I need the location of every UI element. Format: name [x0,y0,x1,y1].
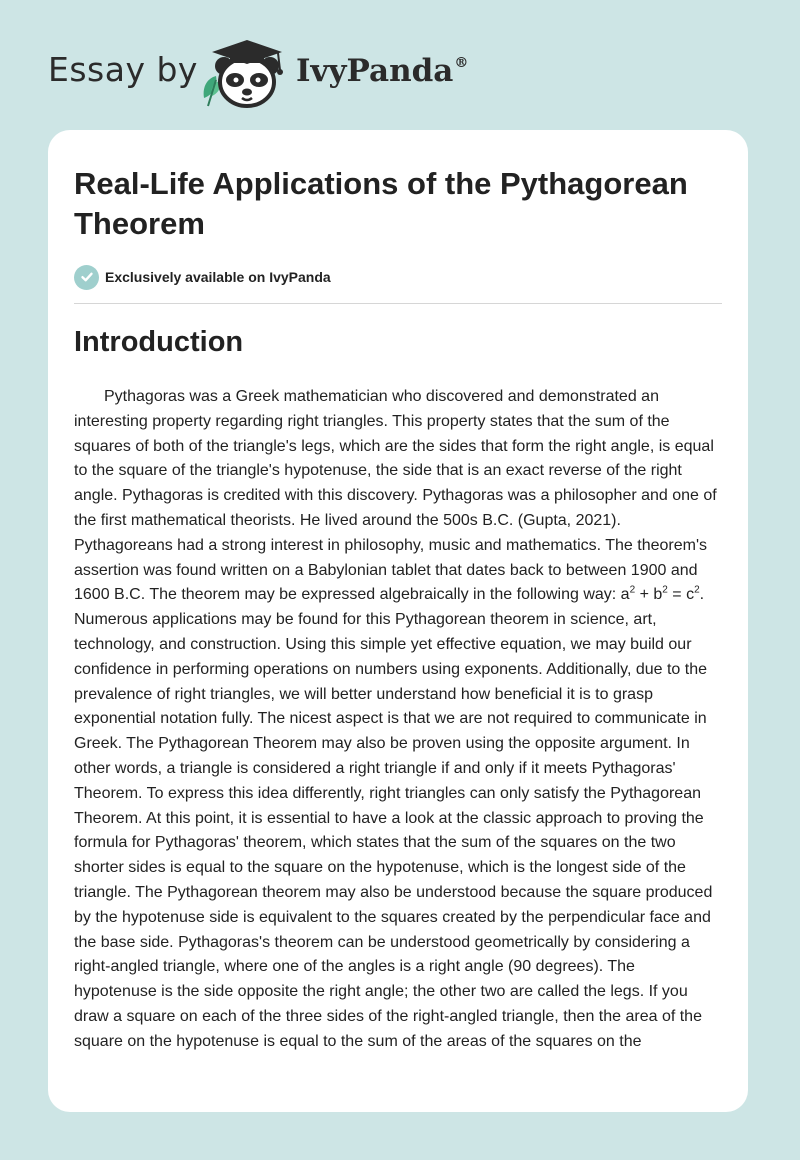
paragraph-text-part2: . Numerous applications may be found for this Pythagorean theorem in science, art, technology, and construction. Using this simple yet effective equation, we may build our confidence in performing operations on numbers using exponents. Additionally, due to the prevalence of right triangles, we will better understand how beneficial it is to grasp exponential notation fully. The nicest aspect is that we are not required to communicate in Greek. The Pythagorean Theorem may also be proven using the opposite argument. In other words, a triangle is considered a right triangle if and only if it meets Pythagoras' Theorem. To express this idea differently, right triangles can only satisfy the Pythagorean Theorem. At this point, it is essential to have a look at the classic approach to proving the formula for Pythagoras' theorem, which states that the sum of the squares on the two shorter sides is equal to the square on the hypotenuse, which is the longest side of the triangle. The Pythagorean theorem may also be understood because the square produced by the hypotenuse side is equivalent to the squares created by the perpendicular face and the base side. Pythagoras's theorem can be understood geometrically by considering a right-angled triangle, where one of the angles is a right angle (90 degrees). The hypotenuse is the side opposite the right angle; the other two are called the legs. If you draw a square on each of the three sides of the right-angled triangle, then the area of the square on the hypotenuse is equal to the sum of the areas of the squares on the [74,586,713,1050]
essay-card [48,130,748,1112]
divider [74,303,722,304]
page-title: Real-Life Applications of the Pythagorean Theorem [74,166,688,241]
check-circle-icon [74,265,99,290]
exponent-c: 2 [694,585,700,597]
paragraph-text-part1: Pythagoras was a Greek mathematician who discovered and demonstrated an interesting property regarding right triangles. This property states that the sum of the squares of both of the triangle's legs, which are the sides that form the right angle, is equal to the square of the triangle's hypotenuse, the side that is an exact reverse of the right angle. Pythagoras is credited with this discovery. Pythagoras was a philosopher and one of the first mathematical theorists. He lived around the 500s B.C. (Gupta, 2021). Pythagoreans had a strong interest in philosophy, music and mathematics. The theorem's assertion was found written on a Babylonian tablet that dates back to between 1900 and 1600 B.C. The theorem may be expressed algebraically in the following way: a [74,388,717,604]
site-header [0,0,800,120]
exclusive-badge-label: Exclusively available on IvyPanda [105,269,331,285]
exponent-b: 2 [662,585,668,597]
panda-graduate-logo-icon[interactable] [200,36,292,110]
essay-by-label: Essay by [48,50,198,89]
exponent-a: 2 [629,585,636,597]
brand-name[interactable] [296,53,468,89]
exclusive-badge [74,264,331,290]
introduction-paragraph [74,385,722,1055]
section-heading-introduction: Introduction [74,326,244,358]
formula-b: + b [635,586,663,604]
formula-c: = c [667,586,695,604]
brand-text: IvyPanda [296,53,454,89]
registered-mark: ® [454,55,469,71]
